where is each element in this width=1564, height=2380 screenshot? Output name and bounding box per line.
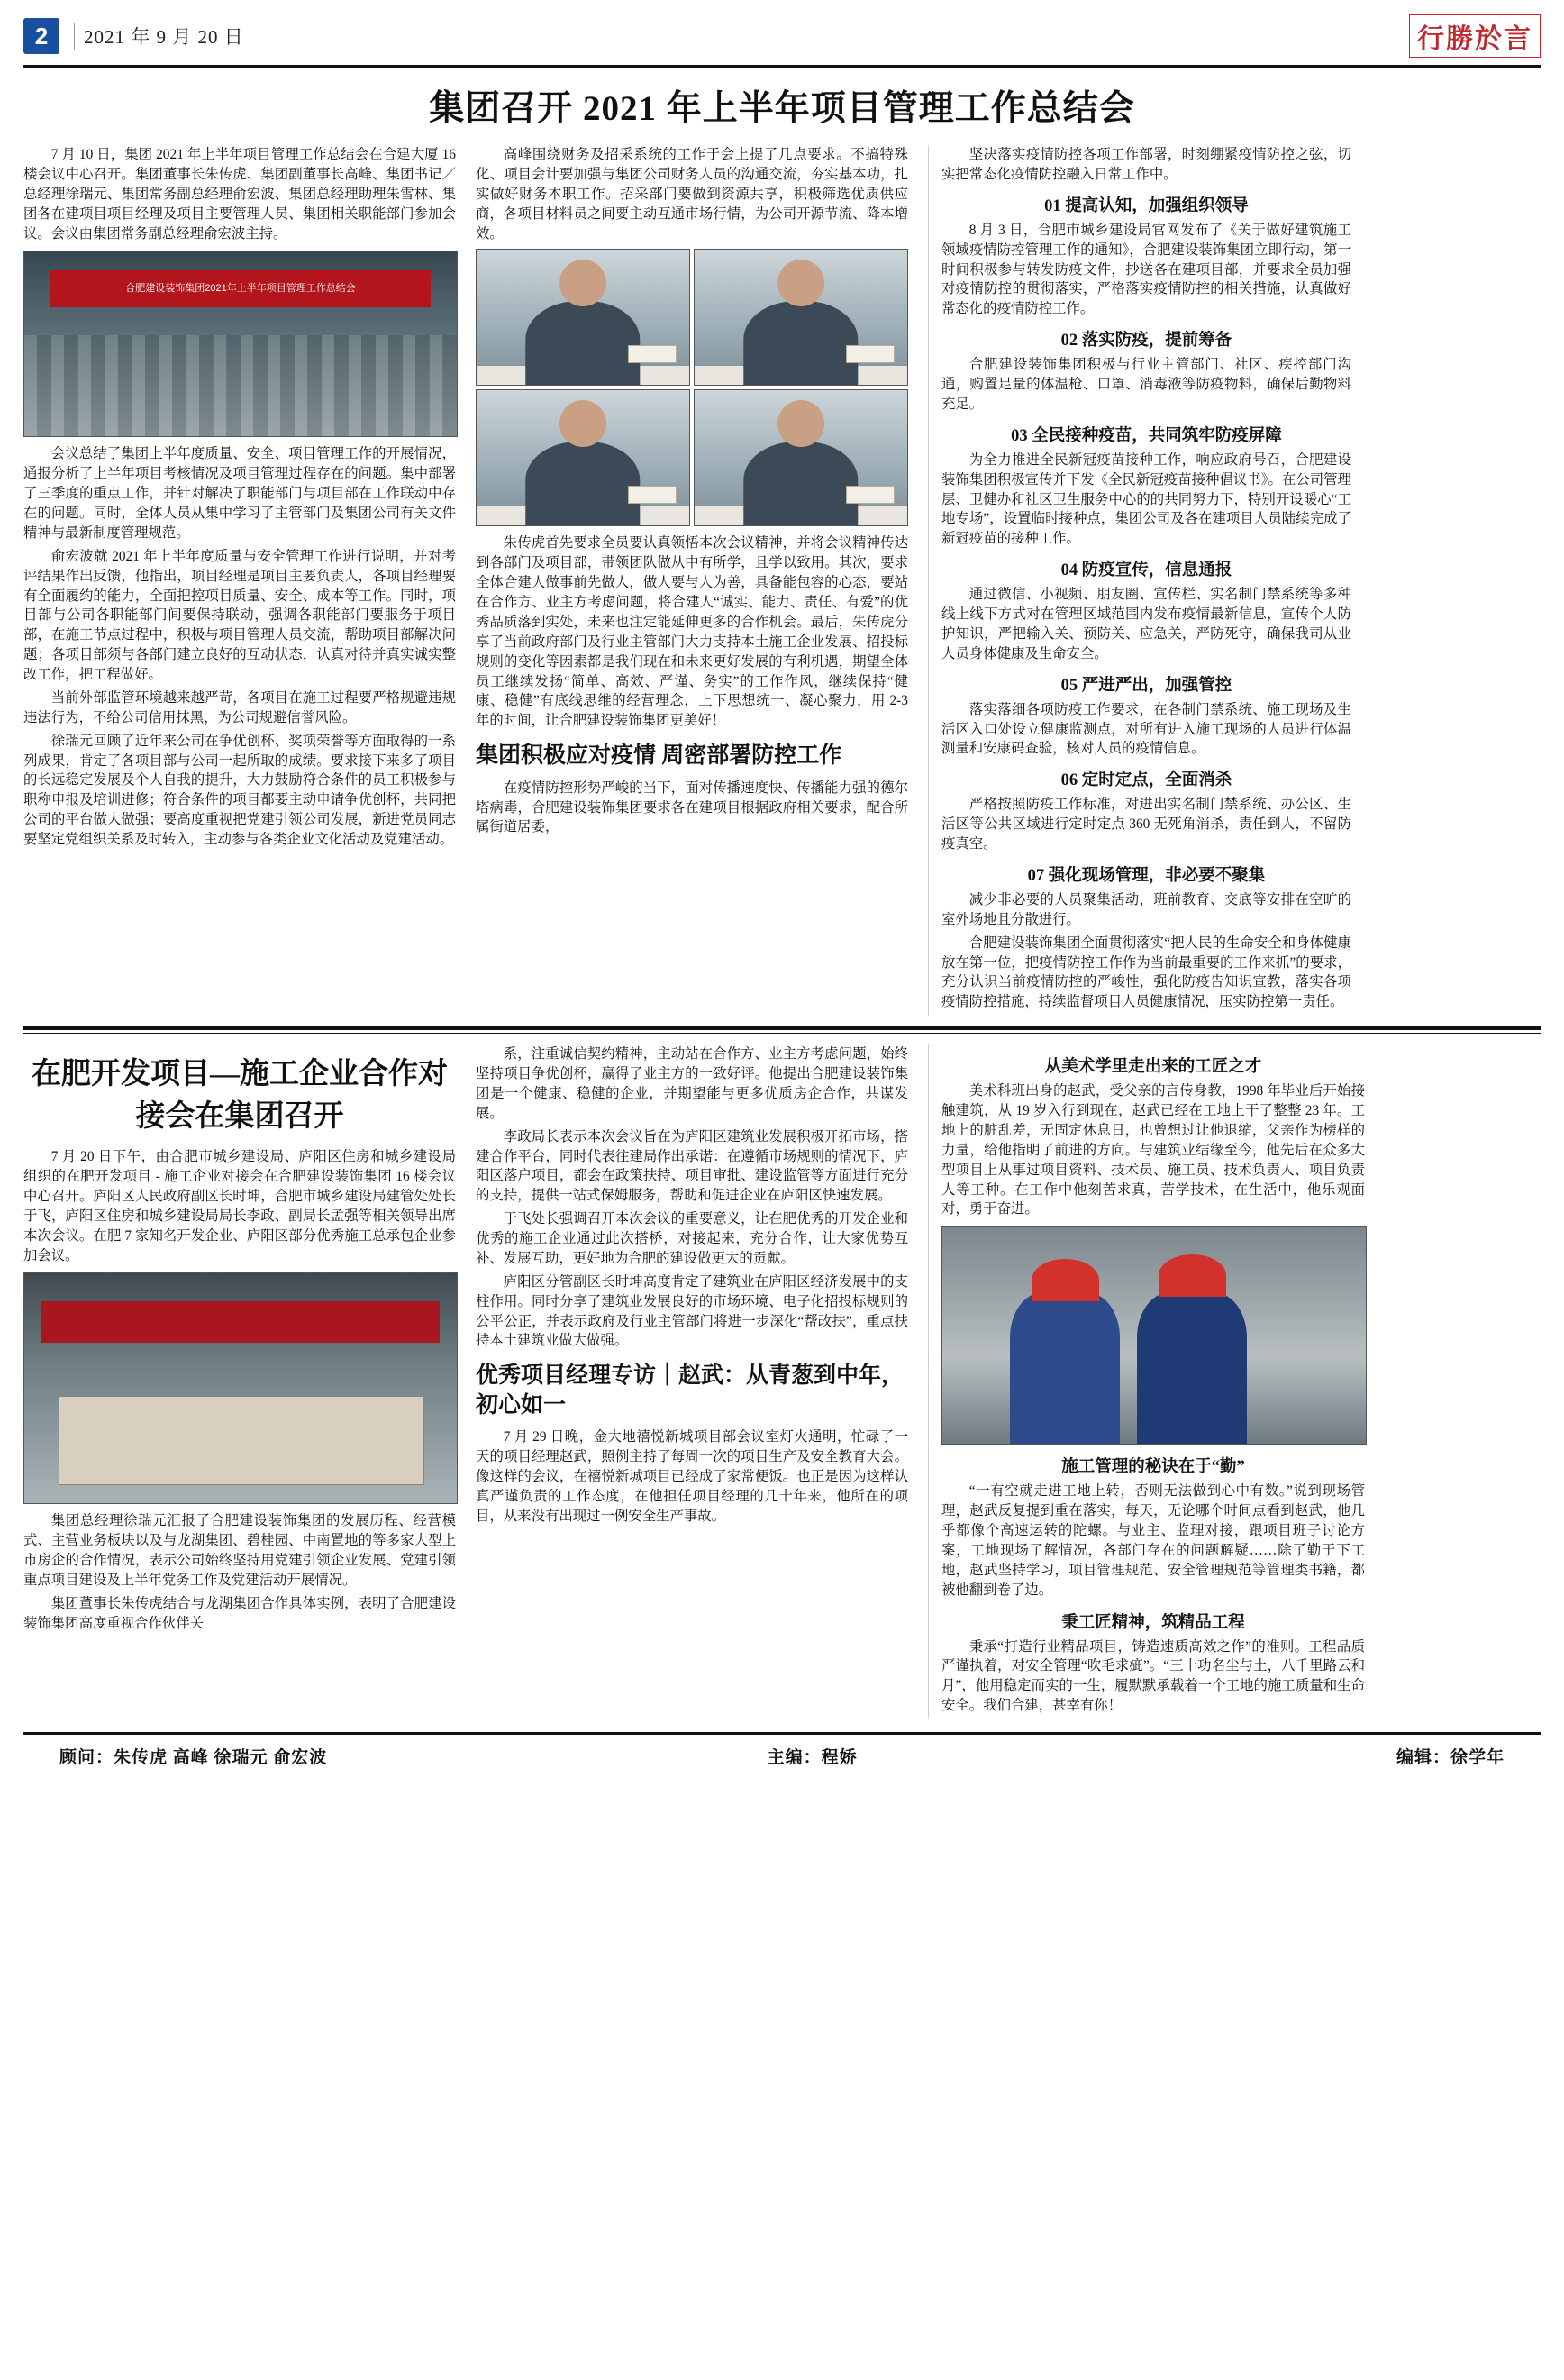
photo-helmet-1 [1032, 1259, 1099, 1301]
photo-worker-1 [1010, 1292, 1120, 1444]
article1-column-1 [23, 145, 456, 1016]
paragraph: 于飞处长强调召开本次会议的重要意义，让在肥优秀的开发企业和优秀的施工企业通过此次搭桥，对接起来，充分合作，让大家优势互补、发展互助，更好地为合肥的建设做更大的贡献。 [476, 1211, 908, 1266]
paragraph: 为全力推进全民新冠疫苗接种工作，响应政府号召，合肥建设装饰集团积极宣传并下发《全民新冠疫苗接种倡议书》。在公司管理层、卫健办和社区卫生服务中心的的共同努力下，特别开设暖心“工地专场”，设置临时接种点，集团公司及各在建项目人员陆续完成了新冠疫苗的接种工作。 [941, 451, 1351, 547]
paragraph: 会议总结了集团上半年度质量、安全、项目管理工作的开展情况，通报分析了上半年项目考核情况及项目管理过程存在的问题。集中部署了三季度的重点工作，并针对解决了职能部门与项目部在工作联动中存在的问题。同时，全体人员从集中学习了主管部门及集团公司有关文件精神与最新制度管理规范。 [23, 446, 456, 541]
paragraph: 高峰围绕财务及招采系统的工作于会上提了几点要求。不搞特殊化、项目会计要加强与集团公司财务人员的沟通交流，夯实基本功，扎实做好财务本职工作。招采部门要做到资源共享，积极筛选优质供应商，各项目材料员之间要主动互通市场行情，为公司开源节流、降本增效。 [476, 147, 908, 242]
photo-worker-2 [1137, 1292, 1247, 1444]
paragraph: 减少非必要的人员聚集活动，班前教育、交底等安排在空旷的室外场地且分散进行。 [941, 891, 1351, 927]
paragraph: 坚决落实疫情防控各项工作部署，时刻绷紧疫情防控之弦，切实把常态化疫情防控融入日常工作中。 [941, 147, 1351, 182]
paragraph: 当前外部监管环境越来越严苛，各项目在施工过程要严格规避违规违法行为，不给公司信用抹黑，为公司规避信誉风险。 [23, 689, 456, 725]
photo-conference-table [59, 1396, 423, 1485]
section-title-02: 02 落实防疫，提前筹备 [1060, 332, 1232, 351]
section-title-03: 03 全民接种疫苗，共同筑牢防疫屏障 [1011, 426, 1282, 445]
paragraph: 8 月 3 日，合肥市城乡建设局官网发布了《关于做好建筑施工领域疫情防控管理工作的通知》，合肥建设装饰集团立即行动，第一时间积极参与转发防疫文件，抄送各在建项目部，并要求全员加强对疫情防控的贯彻落实，严格落实疫情防控的相关措施，认真做好常态化的疫情防控工作。 [941, 222, 1351, 317]
paragraph: 美术科班出身的赵武，受父亲的言传身教，1998 年毕业后开始接触建筑，从 19 岁入行到现在，赵武已经在工地上干了整整 23 年。工地上的脏乱差，无固定休息日，也曾想过让他退缩，父亲作为榜样的力量，给他指明了前进的方向。与建筑业结缘至今，他先后在众多大型项目上从事过项目资料、技术员、施工员、技术负责人、项目负责人等工种。在工作中他刻苦求真，苦学技术，在生活中，他乐观面对，勇于奋进。 [941, 1083, 1365, 1217]
article2-column-2 [476, 1044, 908, 1719]
paragraph: 7 月 20 日下午，由合肥市城乡建设局、庐阳区住房和城乡建设局组织的在肥开发项目 - 施工企业对接会在合肥建设装饰集团 16 楼会议中心召开。庐阳区人民政府副区长时坤，合肥市城乡建设局建管处处长于飞，庐阳区住房和城乡建设局局长李政、副局长孟强等相关领导出席本次会议。在肥 7 家知名开发企业、庐阳区部分优秀施工总承包企业参加会议。 [23, 1149, 456, 1263]
interview-section-title-1: 从美术学里走出来的工匠之才 [1044, 1058, 1262, 1077]
photo-helmet-2 [1159, 1254, 1226, 1297]
publication-date: 2021 年 9 月 20 日 [74, 23, 244, 50]
article1-column-3 [928, 145, 1351, 1016]
photo-seating-rows [24, 335, 457, 437]
section-title-05: 05 严进严出，加强管控 [1060, 676, 1232, 695]
paragraph: 落实落细各项防疫工作要求，在各制门禁系统、施工现场及生活区入口处设立健康监测点，对所有进入施工现场的人员进行体温测量和安康码查验，核对人员的疫情信息。 [941, 701, 1351, 757]
article2-subheadline: 优秀项目经理专访｜赵武：从青葱到中年，初心如一 [476, 1363, 905, 1418]
paragraph: 通过微信、小视频、朋友圈、宣传栏、实名制门禁系统等多种线上线下方式对在管理区域范围内发布疫情最新信息，宣传个人防护知识，严把输入关、预防关、应急关，严防死守，确保我司从业人员身体健康及生命安全。 [941, 587, 1351, 661]
photo-banner-backdrop [41, 1301, 440, 1343]
footer-advisors: 顾问：朱传虎 高峰 徐瑞元 俞宏波 [59, 1748, 328, 1767]
masthead [23, 14, 1541, 68]
paragraph: 集团董事长朱传虎结合与龙湖集团合作具体实例，表明了合肥建设装饰集团高度重视合作伙伴关 [23, 1595, 456, 1631]
article2-column-1 [23, 1044, 456, 1719]
paragraph: 徐瑞元回顾了近年来公司在争优创杯、奖项荣誉等方面取得的一系列成果，肯定了各项目部与公司一起所取的成绩。要求接下来多了项目的长远稳定发展及个人自我的提升，大力鼓励符合条件的员工积极参与职称申报及培训进修；符合条件的项目都要主动申请争优创杯，共同把公司的平台做大做强；要高度重视把党建引领公司发展，新进党员同志要坚定党组织关系及时转入，主动参与各类企业文化活动及党建活动。 [23, 733, 456, 847]
paragraph: “一有空就走进工地上转，否则无法做到心中有数。”说到现场管理，赵武反复提到重在落实，每天，无论哪个时间点看到赵武，他几乎都像个高速运转的陀螺。与业主、监理对接，跟项目班子讨论方案，工地现场了解情况，各部门存在的问题解疑……除了勤于下工地，赵武坚持学习，项目管理规范、安全管理规范等管理类书籍，都被他翻到卷了边。 [941, 1483, 1365, 1598]
section-divider-thin [23, 1033, 1541, 1034]
photo-banner-text: 合肥建设装饰集团2021年上半年项目管理工作总结会 [50, 270, 431, 307]
photo-meeting-overview [23, 251, 458, 437]
page-number-badge: 2 [23, 18, 59, 54]
paragraph: 李政局长表示本次会议旨在为庐阳区建筑业发展积极开拓市场，搭建合作平台，同时代表往建局作出承诺：在遵循市场规则的情况下，庐阳区落户项目，都会在政策扶持、项目审批、建设监管等方面进行充分的支持，提供一站式保姆服务，帮助和促进企业在庐阳区快速发展。 [476, 1128, 908, 1204]
article2-headline: 在肥开发项目—施工企业合作对接会在集团召开 [32, 1058, 448, 1134]
paragraph: 秉承“打造行业精品项目，铸造速质高效之作”的准则。工程品质严谨执着，对安全管理“吹毛求疵”。“三十功名尘与土，八千里路云和月”，他用稳定而实的一生，履默默承载着一个工地的施工质量和生命安全。我们合建，甚幸有你！ [941, 1638, 1365, 1714]
article1-column-2 [476, 145, 908, 1016]
paragraph: 朱传虎首先要求全员要认真领悟本次会议精神，并将会议精神传达到各部门及项目部，带领团队做从中有所学，且学以致用。其次，要求全体合建人做事前先做人，做人要与人为善，具备能包容的心态，要站在合作方、业主方考虑问题，将合建人“诚实、能力、责任、有爱”的优秀品质落到实处，未来也注定能延伸更多的合作机会。最后，朱传虎分享了当前政府部门及行业主管部门大力支持本土施工企业发展、招投标规则的变化等因素都是我们现在和未来更好发展的有利机遇，期望全体员工继续发扬“简单、高效、严谨、务实”的工作作风，继续保持“健康、稳健”有底线思维的经营理念，上下思想统一、凝心聚力，用 2-3 年的时间，让合肥建设装饰集团更美好！ [476, 535, 908, 729]
paragraph: 系，注重诚信契约精神，主动站在合作方、业主方考虑问题，始终坚持项目争优创杯，赢得了业主方的一致好评。他提出合肥建设装饰集团是一个健康、稳健的企业，并期望能与更多优质房企合作，共谋发展。 [476, 1046, 908, 1121]
paragraph: 集团总经理徐瑞元汇报了合肥建设装饰集团的发展历程、经营模式、主营业务板块以及与龙湖集团、碧桂园、中南置地的等多家大型上市房企的合作情况，表示公司始终坚持用党建引领企业发展、党建引领重点项目建设及上半年党务工作及党建活动开展情况。 [23, 1513, 456, 1588]
section-title-01: 01 提高认知，加强组织领导 [1044, 196, 1249, 215]
photo-site-workers [941, 1226, 1367, 1445]
article2-body [23, 1044, 1541, 1719]
paragraph: 庐阳区分管副区长时坤高度肯定了建筑业在庐阳区经济发展中的支柱作用。同时分享了建筑业发展良好的市场环境、电子化招投标规则的公平公正，并表示政府及行业主管部门将进一步深化“帮改扶”，重点扶持本土建筑业做大做强。 [476, 1273, 908, 1349]
interview-section-title-3: 秉工匠精神，筑精品工程 [1061, 1613, 1245, 1632]
article1-body [23, 145, 1541, 1016]
paragraph: 在疫情防控形势严峻的当下，面对传播速度快、传播能力强的德尔塔病毒，合肥建设装饰集团要求各在建项目根据政府相关要求，配合所属街道居委， [476, 780, 908, 835]
paragraph: 7 月 10 日，集团 2021 年上半年项目管理工作总结会在合建大厦 16 楼会议中心召开。集团董事长朱传虎、集团副董事长高峰、集团书记／总经理徐瑞元、集团常务副总经理俞宏波、集团总经理助理朱雪林、集团各在建项目项目经理及项目主要管理人员、集团相关职能部门参加会议。会议由集团常务副总经理俞宏波主持。 [23, 147, 456, 242]
paragraph: 严格按照防疫工作标准，对进出实名制门禁系统、办公区、生活区等公共区域进行定时定点 360 无死角消杀，责任到人，不留防疫真空。 [941, 797, 1351, 852]
page-footer [23, 1732, 1541, 1768]
article2-column-3 [928, 1044, 1365, 1719]
paragraph: 7 月 29 日晚，金大地禧悦新城项目部会议室灯火通明，忙碌了一天的项目经理赵武，照例主持了每周一次的项目生产及安全教育大会。像这样的会议，在禧悦新城项目已经成了家常便饭。也正是因为这样认真严谨负责的工作态度，在他担任项目经理的几十年来，他所在的项目，从来没有出现过一例安全生产事故。 [476, 1429, 908, 1524]
photo-speaker-4 [694, 389, 908, 526]
section-title-04: 04 防疫宣传，信息通报 [1060, 561, 1232, 580]
paragraph: 俞宏波就 2021 年上半年度质量与安全管理工作进行说明，并对考评结果作出反馈，他指出，项目经理是项目主要负责人，各项目经理要有全面履约的能力，全面把控项目质量、安全、成本等工作。同时，项目部与公司各职能部门间要保持联动，强调各职能部门要服务于项目部，在施工节点过程中，积极与项目管理人员交流，帮助项目部解决问题；各项目部须与各部门建立良好的互动状态，认真对待并真实诚实整改工作，把工程做好。 [23, 548, 456, 682]
article1-headline: 集团召开 2021 年上半年项目管理工作总结会 [429, 89, 1135, 128]
section-divider-thick [23, 1026, 1541, 1030]
photo-speaker-2 [694, 249, 908, 386]
section-title-07: 07 强化现场管理，非必要不聚集 [1027, 866, 1266, 885]
paragraph: 合肥建设装饰集团积极与行业主管部门、社区、疾控部门沟通，购置足量的体温枪、口罩、消毒液等防疫物料，确保后勤物料充足。 [941, 357, 1351, 412]
interview-section-title-2: 施工管理的秘诀在于“勤” [1061, 1458, 1245, 1477]
footer-editor: 编辑：徐学年 [1396, 1748, 1505, 1767]
masthead-brand-logo: 行勝於言 [1409, 14, 1541, 58]
photo-speaker-3 [476, 389, 690, 526]
photo-speaker-1 [476, 249, 690, 386]
footer-editor-in-chief: 主编：程娇 [767, 1748, 858, 1767]
photo-roundtable-meeting [23, 1272, 458, 1504]
article1-subheadline: 集团积极应对疫情 周密部署防控工作 [476, 743, 842, 769]
paragraph: 合肥建设装饰集团全面贯彻落实“把人民的生命安全和身体健康放在第一位，把疫情防控工作作为当前最重要的工作来抓”的要求，充分认识当前疫情防控的严峻性，强化防疫告知识宣教，落实各项疫情防控措施，持续监督项目人员健康情况，压实防控第一责任。 [941, 935, 1351, 1010]
photo-grid-speakers [476, 249, 908, 526]
section-title-06: 06 定时定点，全面消杀 [1060, 771, 1232, 790]
